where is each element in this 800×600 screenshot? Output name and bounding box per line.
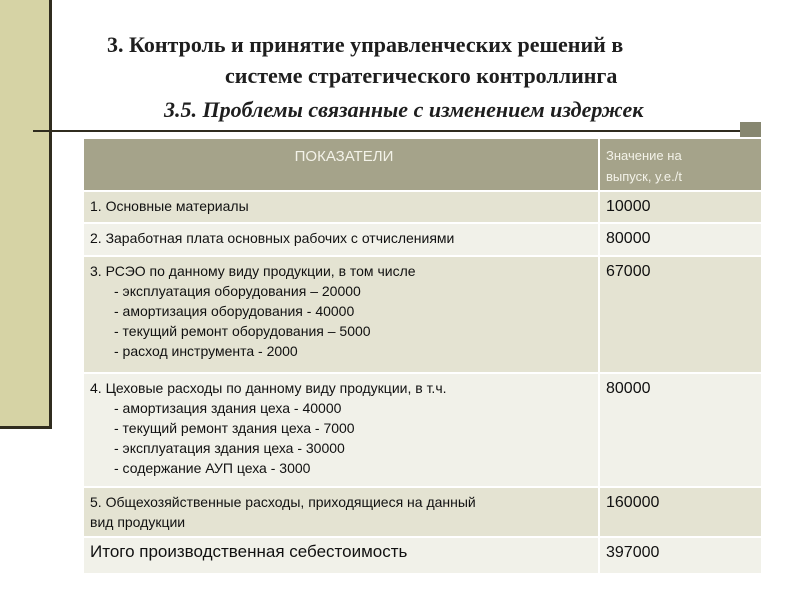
row-subitem: - содержание АУП цеха - 3000	[114, 460, 311, 476]
table-row	[83, 256, 762, 373]
left-decorative-bar	[0, 0, 52, 426]
total-label: Итого производственная себестоимость	[90, 542, 408, 561]
row-subitem: - текущий ремонт оборудования – 5000	[114, 323, 371, 339]
row-label: 4. Цеховые расходы по данному виду продукции, в т.ч.	[90, 380, 447, 396]
header-value-line-2: выпуск, у.е./t	[606, 169, 682, 184]
table-row	[83, 191, 762, 223]
table-header-row	[83, 138, 762, 191]
table-row-total	[83, 537, 762, 574]
row-label: 3. РСЭО по данному виду продукции, в том числе	[90, 263, 416, 279]
row-value: 80000	[606, 230, 651, 247]
left-bar-underline	[0, 426, 52, 429]
table-row	[83, 373, 762, 487]
header-indicators: ПОКАЗАТЕЛИ	[83, 138, 599, 191]
row-label	[90, 488, 598, 532]
row-value: 67000	[606, 263, 651, 280]
title-divider	[33, 130, 761, 132]
row-value: 160000	[606, 494, 660, 511]
total-value: 397000	[606, 544, 660, 561]
costs-table	[82, 137, 763, 575]
table-row	[83, 223, 762, 256]
header-value	[599, 138, 762, 191]
row-value: 80000	[606, 380, 651, 397]
row-label: 1. Основные материалы	[90, 198, 249, 214]
divider-accent-block	[740, 122, 761, 138]
table-row	[83, 487, 762, 537]
row-subitem: - эксплуатация здания цеха - 30000	[114, 440, 345, 456]
row-subitem: - расход инструмента - 2000	[114, 343, 298, 359]
row-subitem: - текущий ремонт здания цеха - 7000	[114, 420, 355, 436]
row-label-line-2: вид продукции	[90, 514, 186, 530]
subtitle: 3.5. Проблемы связанные с изменением издержек	[164, 97, 644, 122]
header-value-line-1: Значение на	[606, 148, 682, 163]
row-label-line-1: 5. Общехозяйственные расходы, приходящиеся на данный	[90, 494, 476, 510]
row-value: 10000	[606, 198, 651, 215]
row-subitem: - эксплуатация оборудования – 20000	[114, 283, 361, 299]
title-line-2: системе стратегического контроллинга	[225, 63, 618, 88]
title-line-1: 3. Контроль и принятие управленческих решений в	[107, 32, 624, 57]
row-label: 2. Заработная плата основных рабочих с отчислениями	[90, 230, 455, 246]
row-subitem: - амортизация оборудования - 40000	[114, 303, 355, 319]
row-subitem: - амортизация здания цеха - 40000	[114, 400, 342, 416]
